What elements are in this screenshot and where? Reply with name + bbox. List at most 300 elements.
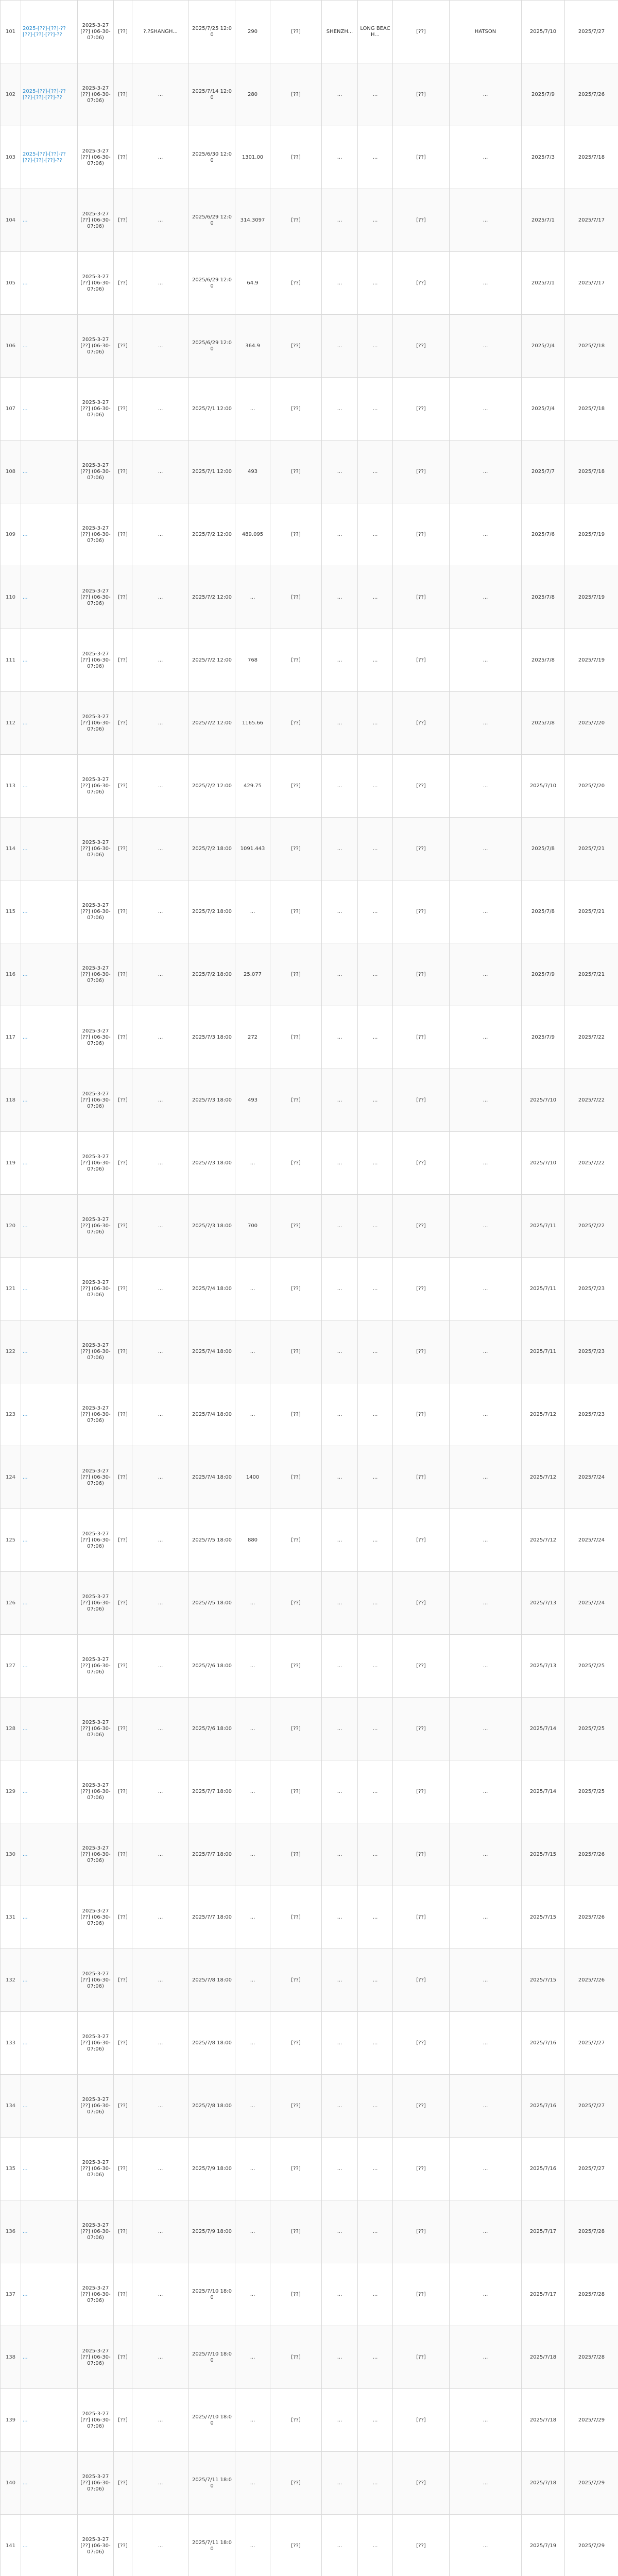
applied-at-cell: 2025-3-27 [??] (06-30-07:06) <box>78 1635 114 1698</box>
updated-cell: 2025/7/23 <box>565 1258 618 1320</box>
vessel-cell: ... <box>450 2326 522 2389</box>
row-index: 132 <box>1 1949 21 2012</box>
updated-cell: 2025/7/26 <box>565 63 618 126</box>
row-index: 135 <box>1 2138 21 2200</box>
type-cell: [??] <box>114 1258 132 1320</box>
type-cell: [??] <box>114 2452 132 2515</box>
carrier-cell: [??] <box>393 2012 450 2075</box>
eta-cell: 2025/7/8 <box>522 566 565 629</box>
row-index: 120 <box>1 1195 21 1258</box>
vessel-cell: ... <box>450 943 522 1006</box>
type-cell: [??] <box>114 943 132 1006</box>
updated-cell: 2025/7/25 <box>565 1698 618 1760</box>
vessel-cell: ... <box>450 2138 522 2200</box>
type-cell: [??] <box>114 252 132 315</box>
cargo-cell: ... <box>132 126 189 189</box>
eta-cell: 2025/7/14 <box>522 1760 565 1823</box>
applied-at-cell: 2025-3-27 [??] (06-30-07:06) <box>78 2138 114 2200</box>
applied-at-cell: 2025-3-27 [??] (06-30-07:06) <box>78 378 114 440</box>
quantity-cell: 493 <box>235 440 270 503</box>
application-link[interactable]: ... <box>21 1069 78 1132</box>
eta-cell: 2025/7/15 <box>522 1886 565 1949</box>
port-of-loading-cell: ... <box>322 1635 358 1698</box>
eta-cell: 2025/7/12 <box>522 1509 565 1572</box>
application-link[interactable]: ... <box>21 1949 78 2012</box>
row-index: 103 <box>1 126 21 189</box>
table-row <box>1 1195 618 1258</box>
port-of-loading-cell: ... <box>322 629 358 692</box>
route-cell: [??] <box>270 1635 322 1698</box>
eta-cell: 2025/7/9 <box>522 943 565 1006</box>
route-cell: [??] <box>270 1320 322 1383</box>
row-index: 104 <box>1 189 21 252</box>
application-link[interactable]: ... <box>21 1383 78 1446</box>
vessel-cell: ... <box>450 880 522 943</box>
port-of-discharge-cell: ... <box>358 2138 393 2200</box>
etd-cell: 2025/7/8 18:00 <box>189 2075 235 2138</box>
port-of-discharge-cell: ... <box>358 2389 393 2452</box>
port-of-loading-cell: ... <box>322 692 358 755</box>
row-index: 119 <box>1 1132 21 1195</box>
application-link[interactable]: ... <box>21 1509 78 1572</box>
updated-cell: 2025/7/23 <box>565 1383 618 1446</box>
carrier-cell: [??] <box>393 2200 450 2263</box>
port-of-discharge-cell: ... <box>358 2200 393 2263</box>
port-of-loading-cell: ... <box>322 315 358 378</box>
route-cell: [??] <box>270 503 322 566</box>
quantity-cell: ... <box>235 1886 270 1949</box>
route-cell: [??] <box>270 1509 322 1572</box>
etd-cell: 2025/7/10 18:00 <box>189 2326 235 2389</box>
updated-cell: 2025/7/24 <box>565 1509 618 1572</box>
vessel-cell: ... <box>450 692 522 755</box>
port-of-discharge-cell: ... <box>358 63 393 126</box>
route-cell: [??] <box>270 880 322 943</box>
applied-at-cell: 2025-3-27 [??] (06-30-07:06) <box>78 1886 114 1949</box>
carrier-cell: [??] <box>393 1635 450 1698</box>
cargo-cell: ?.?SHANGH... <box>132 1 189 63</box>
route-cell: [??] <box>270 189 322 252</box>
updated-cell: 2025/7/26 <box>565 1886 618 1949</box>
route-cell: [??] <box>270 378 322 440</box>
table-row <box>1 1886 618 1949</box>
etd-cell: 2025/7/2 12:00 <box>189 503 235 566</box>
port-of-loading-cell: ... <box>322 2326 358 2389</box>
route-cell: [??] <box>270 692 322 755</box>
type-cell: [??] <box>114 126 132 189</box>
vessel-cell: HATSON <box>450 1 522 63</box>
type-cell: [??] <box>114 2012 132 2075</box>
application-link[interactable]: ... <box>21 1572 78 1635</box>
table-row <box>1 1698 618 1760</box>
updated-cell: 2025/7/20 <box>565 755 618 818</box>
etd-cell: 2025/7/9 18:00 <box>189 2138 235 2200</box>
application-link[interactable]: ... <box>21 189 78 252</box>
applied-at-cell: 2025-3-27 [??] (06-30-07:06) <box>78 503 114 566</box>
table-row <box>1 692 618 755</box>
application-link[interactable]: ... <box>21 315 78 378</box>
port-of-loading-cell: ... <box>322 252 358 315</box>
vessel-cell: ... <box>450 1258 522 1320</box>
application-link[interactable]: ... <box>21 503 78 566</box>
eta-cell: 2025/7/16 <box>522 2075 565 2138</box>
eta-cell: 2025/7/1 <box>522 252 565 315</box>
carrier-cell: [??] <box>393 189 450 252</box>
applied-at-cell: 2025-3-27 [??] (06-30-07:06) <box>78 1320 114 1383</box>
applied-at-cell: 2025-3-27 [??] (06-30-07:06) <box>78 63 114 126</box>
etd-cell: 2025/7/14 12:00 <box>189 63 235 126</box>
eta-cell: 2025/7/14 <box>522 1698 565 1760</box>
cargo-cell: ... <box>132 63 189 126</box>
eta-cell: 2025/7/18 <box>522 2389 565 2452</box>
row-index: 131 <box>1 1886 21 1949</box>
route-cell: [??] <box>270 2012 322 2075</box>
application-link[interactable]: ... <box>21 2263 78 2326</box>
applied-at-cell: 2025-3-27 [??] (06-30-07:06) <box>78 126 114 189</box>
updated-cell: 2025/7/29 <box>565 2452 618 2515</box>
cargo-cell: ... <box>132 1258 189 1320</box>
updated-cell: 2025/7/23 <box>565 1320 618 1383</box>
quantity-cell: ... <box>235 1635 270 1698</box>
updated-cell: 2025/7/28 <box>565 2326 618 2389</box>
quantity-cell: ... <box>235 2012 270 2075</box>
updated-cell: 2025/7/21 <box>565 880 618 943</box>
eta-cell: 2025/7/3 <box>522 126 565 189</box>
etd-cell: 2025/7/9 18:00 <box>189 2200 235 2263</box>
row-index: 122 <box>1 1320 21 1383</box>
port-of-loading-cell: ... <box>322 1823 358 1886</box>
vessel-cell: ... <box>450 1572 522 1635</box>
eta-cell: 2025/7/7 <box>522 440 565 503</box>
eta-cell: 2025/7/8 <box>522 629 565 692</box>
type-cell: [??] <box>114 1320 132 1383</box>
vessel-cell: ... <box>450 629 522 692</box>
port-of-loading-cell: ... <box>322 2200 358 2263</box>
application-link[interactable]: ... <box>21 566 78 629</box>
application-link[interactable]: ... <box>21 378 78 440</box>
row-index: 101 <box>1 1 21 63</box>
carrier-cell: [??] <box>393 943 450 1006</box>
application-link[interactable]: ... <box>21 818 78 880</box>
updated-cell: 2025/7/27 <box>565 1 618 63</box>
row-index: 106 <box>1 315 21 378</box>
updated-cell: 2025/7/18 <box>565 315 618 378</box>
row-index: 102 <box>1 63 21 126</box>
row-index: 112 <box>1 692 21 755</box>
application-link[interactable]: ... <box>21 2326 78 2389</box>
table-row <box>1 1069 618 1132</box>
route-cell: [??] <box>270 63 322 126</box>
application-link[interactable]: ... <box>21 1823 78 1886</box>
port-of-discharge-cell: ... <box>358 2515 393 2576</box>
applied-at-cell: 2025-3-27 [??] (06-30-07:06) <box>78 2012 114 2075</box>
updated-cell: 2025/7/19 <box>565 566 618 629</box>
eta-cell: 2025/7/11 <box>522 1258 565 1320</box>
quantity-cell: 1091.443 <box>235 818 270 880</box>
carrier-cell: [??] <box>393 378 450 440</box>
quantity-cell: 880 <box>235 1509 270 1572</box>
eta-cell: 2025/7/17 <box>522 2200 565 2263</box>
etd-cell: 2025/7/2 18:00 <box>189 943 235 1006</box>
eta-cell: 2025/7/6 <box>522 503 565 566</box>
applied-at-cell: 2025-3-27 [??] (06-30-07:06) <box>78 1069 114 1132</box>
route-cell: [??] <box>270 252 322 315</box>
vessel-cell: ... <box>450 1823 522 1886</box>
table-row <box>1 1383 618 1446</box>
etd-cell: 2025/6/30 12:00 <box>189 126 235 189</box>
carrier-cell: [??] <box>393 2263 450 2326</box>
cargo-cell: ... <box>132 1006 189 1069</box>
carrier-cell: [??] <box>393 1509 450 1572</box>
etd-cell: 2025/7/7 18:00 <box>189 1760 235 1823</box>
vessel-cell: ... <box>450 2012 522 2075</box>
route-cell: [??] <box>270 1446 322 1509</box>
type-cell: [??] <box>114 755 132 818</box>
cargo-cell: ... <box>132 2075 189 2138</box>
row-index: 110 <box>1 566 21 629</box>
port-of-loading-cell: SHENZH... <box>322 1 358 63</box>
row-index: 116 <box>1 943 21 1006</box>
type-cell: [??] <box>114 1760 132 1823</box>
application-link[interactable]: ... <box>21 440 78 503</box>
application-link[interactable]: ... <box>21 1886 78 1949</box>
quantity-cell: ... <box>235 1572 270 1635</box>
applied-at-cell: 2025-3-27 [??] (06-30-07:06) <box>78 629 114 692</box>
application-link[interactable]: ... <box>21 1760 78 1823</box>
application-link[interactable]: ... <box>21 2075 78 2138</box>
eta-cell: 2025/7/8 <box>522 818 565 880</box>
application-link[interactable]: ... <box>21 1446 78 1509</box>
port-of-discharge-cell: ... <box>358 943 393 1006</box>
updated-cell: 2025/7/21 <box>565 818 618 880</box>
port-of-discharge-cell: ... <box>358 2012 393 2075</box>
port-of-discharge-cell: ... <box>358 1069 393 1132</box>
application-link[interactable]: ... <box>21 1006 78 1069</box>
type-cell: [??] <box>114 189 132 252</box>
application-link[interactable]: ... <box>21 692 78 755</box>
applied-at-cell: 2025-3-27 [??] (06-30-07:06) <box>78 1760 114 1823</box>
cargo-cell: ... <box>132 2012 189 2075</box>
route-cell: [??] <box>270 2075 322 2138</box>
port-of-loading-cell: ... <box>322 1006 358 1069</box>
applied-at-cell: 2025-3-27 [??] (06-30-07:06) <box>78 1383 114 1446</box>
route-cell: [??] <box>270 1006 322 1069</box>
application-link[interactable]: ... <box>21 1132 78 1195</box>
carrier-cell: [??] <box>393 1823 450 1886</box>
row-index: 140 <box>1 2452 21 2515</box>
quantity-cell: ... <box>235 2326 270 2389</box>
applied-at-cell: 2025-3-27 [??] (06-30-07:06) <box>78 566 114 629</box>
application-link[interactable]: ... <box>21 1635 78 1698</box>
row-index: 113 <box>1 755 21 818</box>
applied-at-cell: 2025-3-27 [??] (06-30-07:06) <box>78 315 114 378</box>
cargo-cell: ... <box>132 1635 189 1698</box>
cargo-cell: ... <box>132 943 189 1006</box>
table-row <box>1 1132 618 1195</box>
carrier-cell: [??] <box>393 566 450 629</box>
table-row <box>1 629 618 692</box>
eta-cell: 2025/7/13 <box>522 1635 565 1698</box>
row-index: 138 <box>1 2326 21 2389</box>
route-cell: [??] <box>270 1195 322 1258</box>
route-cell: [??] <box>270 2200 322 2263</box>
application-link[interactable]: ... <box>21 252 78 315</box>
application-link[interactable]: ... <box>21 1258 78 1320</box>
table-row <box>1 1446 618 1509</box>
carrier-cell: [??] <box>393 1949 450 2012</box>
vessel-cell: ... <box>450 1069 522 1132</box>
cargo-cell: ... <box>132 566 189 629</box>
row-index: 108 <box>1 440 21 503</box>
eta-cell: 2025/7/10 <box>522 1069 565 1132</box>
application-link[interactable]: ... <box>21 1195 78 1258</box>
quantity-cell: ... <box>235 1823 270 1886</box>
cargo-cell: ... <box>132 1509 189 1572</box>
row-index: 105 <box>1 252 21 315</box>
route-cell: [??] <box>270 1069 322 1132</box>
application-link[interactable]: ... <box>21 2012 78 2075</box>
updated-cell: 2025/7/24 <box>565 1572 618 1635</box>
application-link[interactable]: ... <box>21 2200 78 2263</box>
cargo-cell: ... <box>132 1069 189 1132</box>
etd-cell: 2025/6/29 12:00 <box>189 189 235 252</box>
updated-cell: 2025/7/27 <box>565 2075 618 2138</box>
table-row <box>1 880 618 943</box>
port-of-loading-cell: ... <box>322 503 358 566</box>
quantity-cell: 280 <box>235 63 270 126</box>
application-link[interactable]: ... <box>21 943 78 1006</box>
cargo-cell: ... <box>132 2452 189 2515</box>
application-link[interactable]: ... <box>21 880 78 943</box>
carrier-cell: [??] <box>393 880 450 943</box>
row-index: 129 <box>1 1760 21 1823</box>
updated-cell: 2025/7/25 <box>565 1760 618 1823</box>
eta-cell: 2025/7/1 <box>522 189 565 252</box>
eta-cell: 2025/7/16 <box>522 2138 565 2200</box>
etd-cell: 2025/7/7 18:00 <box>189 1823 235 1886</box>
etd-cell: 2025/7/1 12:00 <box>189 378 235 440</box>
applied-at-cell: 2025-3-27 [??] (06-30-07:06) <box>78 692 114 755</box>
route-cell: [??] <box>270 943 322 1006</box>
port-of-loading-cell: ... <box>322 1258 358 1320</box>
port-of-loading-cell: ... <box>322 126 358 189</box>
type-cell: [??] <box>114 378 132 440</box>
route-cell: [??] <box>270 2452 322 2515</box>
table-row <box>1 315 618 378</box>
carrier-cell: [??] <box>393 755 450 818</box>
application-link[interactable]: ... <box>21 1698 78 1760</box>
table-row <box>1 126 618 189</box>
etd-cell: 2025/7/5 18:00 <box>189 1572 235 1635</box>
port-of-loading-cell: ... <box>322 440 358 503</box>
row-index: 139 <box>1 2389 21 2452</box>
quantity-cell: 493 <box>235 1069 270 1132</box>
table-row <box>1 2326 618 2389</box>
row-index: 126 <box>1 1572 21 1635</box>
type-cell: [??] <box>114 440 132 503</box>
application-link[interactable]: ... <box>21 2515 78 2576</box>
applied-at-cell: 2025-3-27 [??] (06-30-07:06) <box>78 1258 114 1320</box>
application-link[interactable]: ... <box>21 2389 78 2452</box>
table-row <box>1 818 618 880</box>
table-row <box>1 440 618 503</box>
port-of-loading-cell: ... <box>322 880 358 943</box>
port-of-discharge-cell: ... <box>358 2326 393 2389</box>
cargo-cell: ... <box>132 1446 189 1509</box>
application-link[interactable]: 2025-[??]-[??]-?? [??]-[??]-[??]-?? <box>21 1 78 63</box>
carrier-cell: [??] <box>393 2515 450 2576</box>
etd-cell: 2025/7/6 18:00 <box>189 1698 235 1760</box>
port-of-discharge-cell: ... <box>358 1509 393 1572</box>
etd-cell: 2025/7/8 18:00 <box>189 2012 235 2075</box>
port-of-discharge-cell: ... <box>358 315 393 378</box>
type-cell: [??] <box>114 63 132 126</box>
vessel-cell: ... <box>450 503 522 566</box>
eta-cell: 2025/7/19 <box>522 2515 565 2576</box>
table-row <box>1 566 618 629</box>
port-of-discharge-cell: ... <box>358 1823 393 1886</box>
etd-cell: 2025/7/2 12:00 <box>189 692 235 755</box>
carrier-cell: [??] <box>393 126 450 189</box>
port-of-loading-cell: ... <box>322 2452 358 2515</box>
application-link[interactable]: ... <box>21 2138 78 2200</box>
quantity-cell: ... <box>235 2138 270 2200</box>
application-link[interactable]: ... <box>21 2452 78 2515</box>
etd-cell: 2025/7/2 18:00 <box>189 880 235 943</box>
table-row <box>1 1823 618 1886</box>
port-of-discharge-cell: ... <box>358 1006 393 1069</box>
table-row <box>1 378 618 440</box>
application-link[interactable]: ... <box>21 629 78 692</box>
type-cell: [??] <box>114 880 132 943</box>
application-link[interactable]: ... <box>21 1320 78 1383</box>
cargo-cell: ... <box>132 1823 189 1886</box>
cargo-cell: ... <box>132 629 189 692</box>
type-cell: [??] <box>114 1069 132 1132</box>
row-index: 134 <box>1 2075 21 2138</box>
carrier-cell: [??] <box>393 1383 450 1446</box>
etd-cell: 2025/7/2 12:00 <box>189 629 235 692</box>
etd-cell: 2025/7/11 18:00 <box>189 2515 235 2576</box>
updated-cell: 2025/7/22 <box>565 1069 618 1132</box>
type-cell: [??] <box>114 503 132 566</box>
vessel-cell: ... <box>450 1760 522 1823</box>
application-link[interactable]: ... <box>21 755 78 818</box>
applied-at-cell: 2025-3-27 [??] (06-30-07:06) <box>78 1949 114 2012</box>
quantity-cell: ... <box>235 1132 270 1195</box>
carrier-cell: [??] <box>393 1195 450 1258</box>
port-of-discharge-cell: ... <box>358 755 393 818</box>
cargo-cell: ... <box>132 252 189 315</box>
route-cell: [??] <box>270 1572 322 1635</box>
applied-at-cell: 2025-3-27 [??] (06-30-07:06) <box>78 1698 114 1760</box>
application-link[interactable]: 2025-[??]-[??]-?? [??]-[??]-[??]-?? <box>21 126 78 189</box>
quantity-cell: 1165.66 <box>235 692 270 755</box>
carrier-cell: [??] <box>393 1760 450 1823</box>
applied-at-cell: 2025-3-27 [??] (06-30-07:06) <box>78 1006 114 1069</box>
vessel-cell: ... <box>450 755 522 818</box>
cargo-cell: ... <box>132 2263 189 2326</box>
port-of-discharge-cell: ... <box>358 2452 393 2515</box>
quantity-cell: ... <box>235 1949 270 2012</box>
route-cell: [??] <box>270 1823 322 1886</box>
carrier-cell: [??] <box>393 1 450 63</box>
port-of-loading-cell: ... <box>322 2012 358 2075</box>
etd-cell: 2025/7/11 18:00 <box>189 2452 235 2515</box>
route-cell: [??] <box>270 566 322 629</box>
applied-at-cell: 2025-3-27 [??] (06-30-07:06) <box>78 189 114 252</box>
application-link[interactable]: 2025-[??]-[??]-?? [??]-[??]-[??]-?? <box>21 63 78 126</box>
